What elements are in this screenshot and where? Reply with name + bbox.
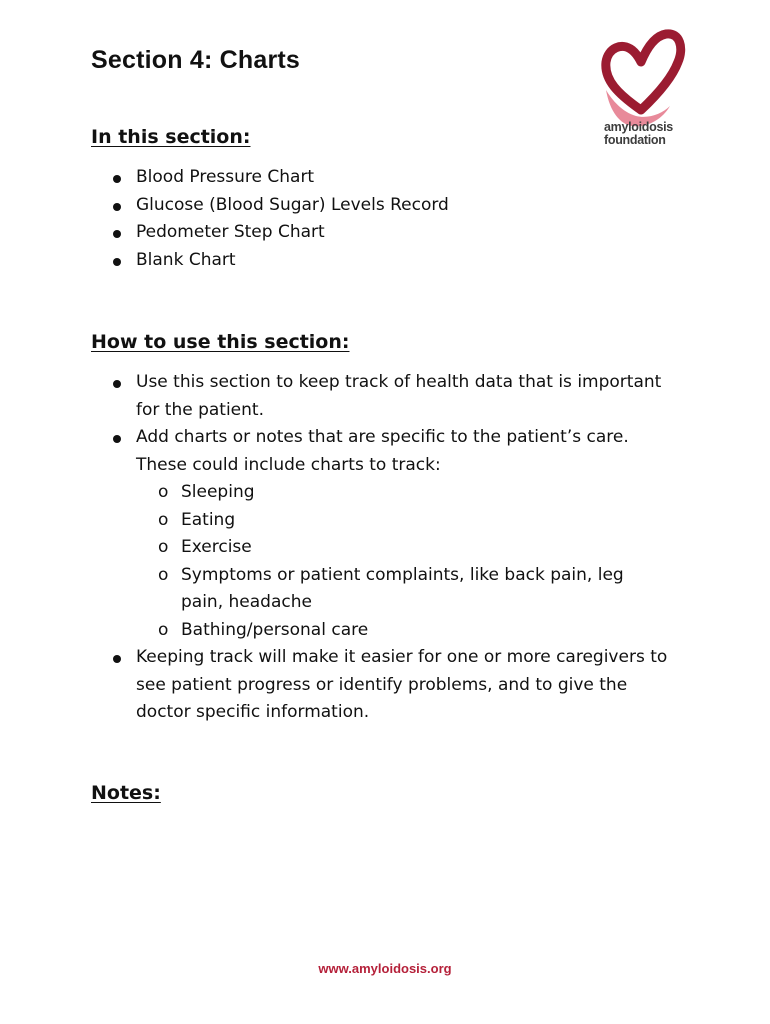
circle-bullet-icon: o	[158, 482, 169, 502]
list-item: Blood Pressure Chart	[0, 164, 676, 192]
bullet-icon	[113, 175, 121, 183]
bullet-icon	[113, 435, 121, 443]
in-this-section-heading: In this section:	[91, 126, 251, 148]
list-item: Blank Chart	[0, 247, 676, 275]
heart-icon	[606, 34, 681, 110]
in-this-section-list	[0, 164, 676, 274]
list-item: Use this section to keep track of health data that is important for the patient.	[0, 369, 676, 424]
sub-list-item: o Eating	[0, 507, 661, 535]
bullet-icon	[113, 230, 121, 238]
footer-website-link[interactable]: www.amyloidosis.org	[318, 961, 452, 976]
sub-list-item: o Bathing/personal care	[0, 617, 661, 645]
bullet-icon	[113, 203, 121, 211]
circle-bullet-icon: o	[158, 509, 169, 530]
how-to-use-list	[0, 369, 676, 727]
bullet-icon	[113, 380, 121, 388]
logo-text-line1: amyloidosis	[604, 120, 673, 134]
sub-list-item: o Sleeping	[0, 479, 661, 507]
list-item: Pedometer Step Chart	[0, 219, 676, 247]
list-item: Glucose (Blood Sugar) Levels Record	[0, 192, 676, 220]
circle-bullet-icon: o	[158, 619, 169, 640]
list-item: Add charts or notes that are specific to the patient’s care. These could include charts to track:	[0, 424, 676, 479]
circle-bullet-icon: o	[158, 564, 169, 585]
notes-heading: Notes:	[91, 782, 161, 804]
how-to-use-heading: How to use this section:	[91, 331, 350, 353]
list-item: Keeping track will make it easier for one or more caregivers to see patient progress or identify problems, and to give the doctor specific information.	[0, 644, 676, 727]
logo-text-line2: foundation	[604, 133, 666, 147]
bullet-icon	[113, 655, 121, 663]
page-title: Section 4: Charts	[91, 46, 301, 74]
sub-list-item: o Exercise	[0, 534, 661, 562]
sub-list-item: o Symptoms or patient complaints, like back pain, leg pain, headache	[0, 562, 661, 617]
bullet-icon	[113, 258, 121, 266]
circle-bullet-icon: o	[158, 537, 169, 557]
